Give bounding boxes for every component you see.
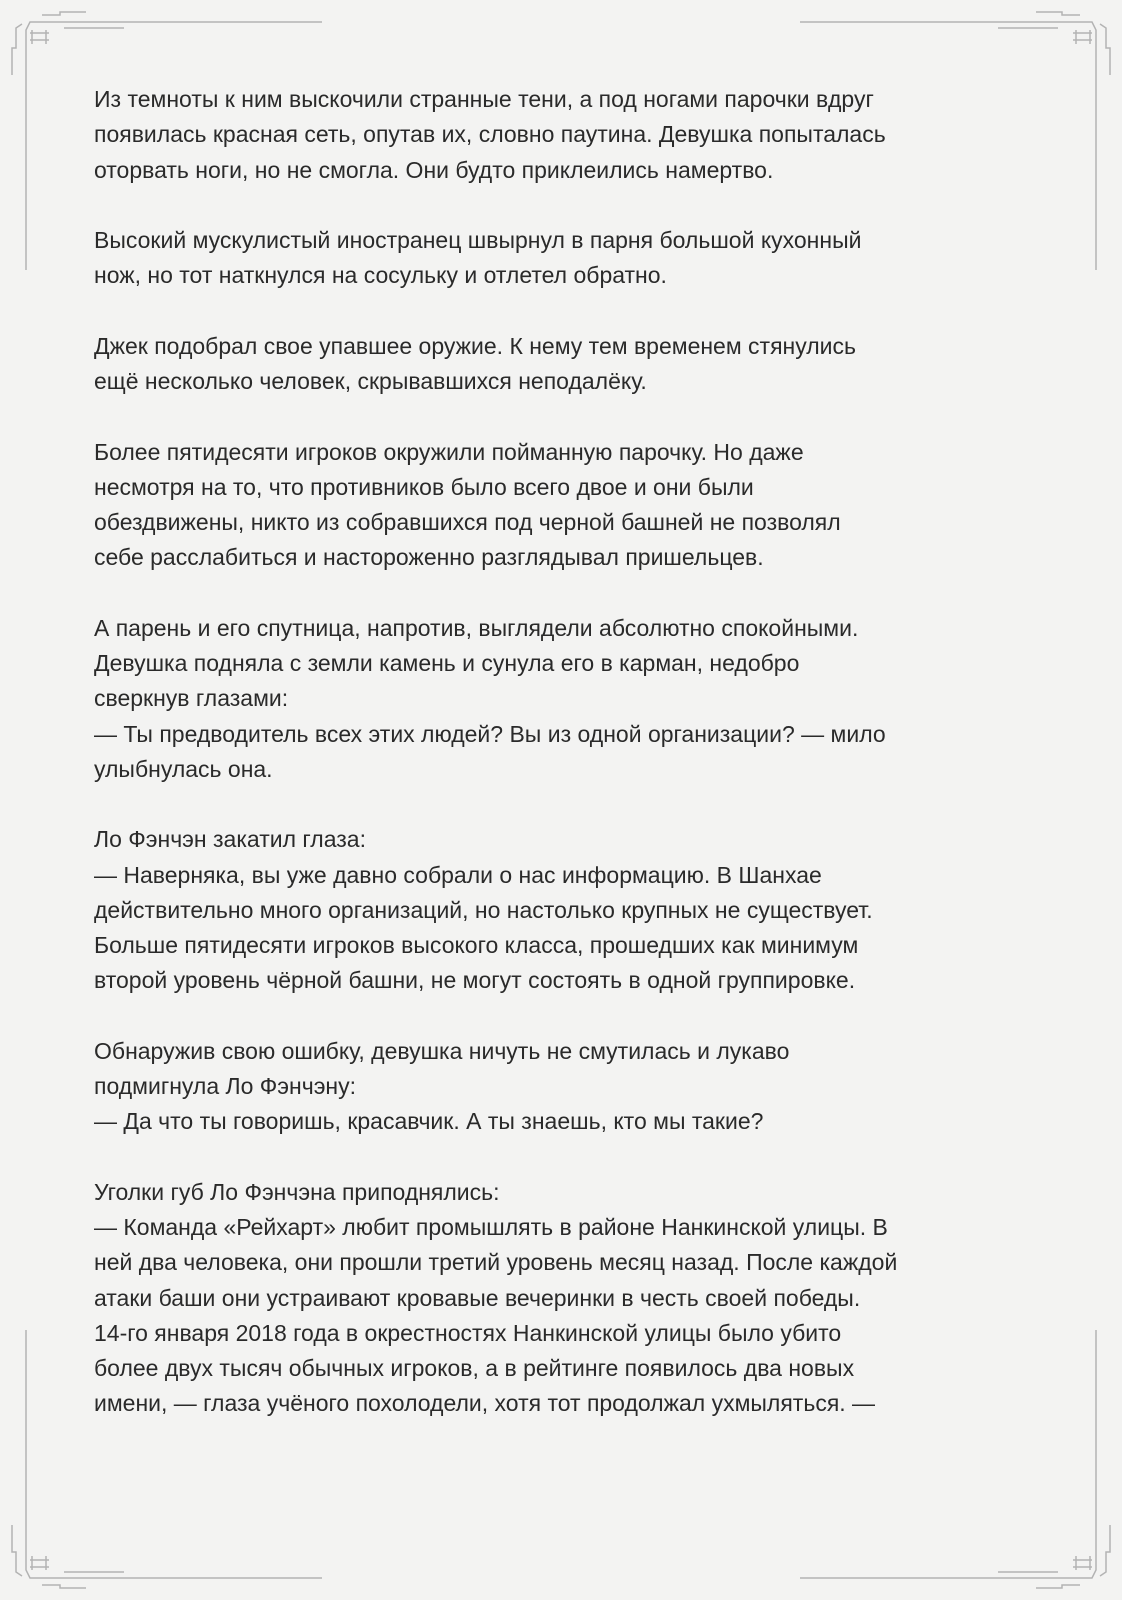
text-line: Джек подобрал свое упавшее оружие. К нему тем временем стянулись [94, 332, 856, 359]
text-line [94, 787, 897, 822]
page-body-text [94, 82, 897, 1422]
text-line: А парень и его спутница, напротив, выглядели абсолютно спокойными. [94, 614, 859, 641]
text-line: подмигнула Ло Фэнчэну: [94, 1073, 357, 1099]
text-line: — Ты предводитель всех этих людей? Вы из одной организации? — мило [94, 720, 886, 747]
text-line: сверкнув глазами: [94, 685, 289, 712]
text-line: улыбнулась она. [94, 755, 273, 782]
text-line [94, 399, 897, 434]
text-line: Девушка подняла с земли камень и сунула его в карман, недобро [94, 650, 800, 676]
text-line: более двух тысяч обычных игроков, а в рейтинге появилось два новых [94, 1355, 855, 1381]
text-line: обездвижены, никто из собравшихся под черной башней не позволял [94, 509, 841, 535]
text-line: действительно много организаций, но настолько крупных не существует. [94, 896, 873, 923]
text-line: — Наверняка, вы уже давно собрали о нас информацию. В Шанхае [94, 861, 822, 888]
text-line: себе расслабиться и настороженно разглядывал пришельцев. [94, 544, 764, 571]
text-line: оторвать ноги, но не смогла. Они будто приклеились намертво. [94, 156, 774, 183]
text-line: несмотря на то, что противников было всего двое и они были [94, 473, 754, 500]
text-line: Ло Фэнчэн закатил глаза: [94, 826, 366, 853]
text-line: имени, — глаза учёного похолодели, хотя тот продолжал ухмыляться. — [94, 1390, 876, 1417]
text-line: Высокий мускулистый иностранец швырнул в парня большой кухонный [94, 227, 862, 253]
text-line: Уголки губ Ло Фэнчэна приподнялись: [94, 1178, 500, 1205]
text-line: ещё несколько человек, скрывавшихся неподалёку. [94, 368, 647, 394]
text-line: ней два человека, они прошли третий уровень месяц назад. После каждой [94, 1249, 898, 1276]
text-line [94, 999, 897, 1034]
text-line: Более пятидесяти игроков окружили пойманную парочку. Но даже [94, 438, 804, 465]
text-line [94, 576, 897, 611]
text-line: Обнаружив свою ошибку, девушка ничуть не смутилась и лукаво [94, 1037, 790, 1064]
text-line: 14-го января 2018 года в окрестностях Нанкинской улицы было убито [94, 1319, 842, 1346]
text-line [94, 294, 897, 329]
text-line: Из темноты к ним выскочили странные тени, а под ногами парочки вдруг [94, 86, 874, 112]
text-line: Больше пятидесяти игроков высокого класса, прошедших как минимум [94, 932, 859, 958]
text-line: — Команда «Рейхарт» любит промышлять в районе Нанкинской улицы. В [94, 1214, 888, 1240]
text-line [94, 188, 897, 223]
text-line: нож, но тот наткнулся на сосульку и отлетел обратно. [94, 262, 667, 289]
text-line: появилась красная сеть, опутав их, словно паутина. Девушка попыталась [94, 121, 886, 148]
text-line: атаки баши они устраивают кровавые вечеринки в честь своей победы. [94, 1284, 861, 1311]
text-line: второй уровень чёрной башни, не могут состоять в одной группировке. [94, 967, 856, 994]
text-line: — Да что ты говоришь, красавчик. А ты знаешь, кто мы такие? [94, 1108, 764, 1135]
text-line [94, 1140, 897, 1175]
